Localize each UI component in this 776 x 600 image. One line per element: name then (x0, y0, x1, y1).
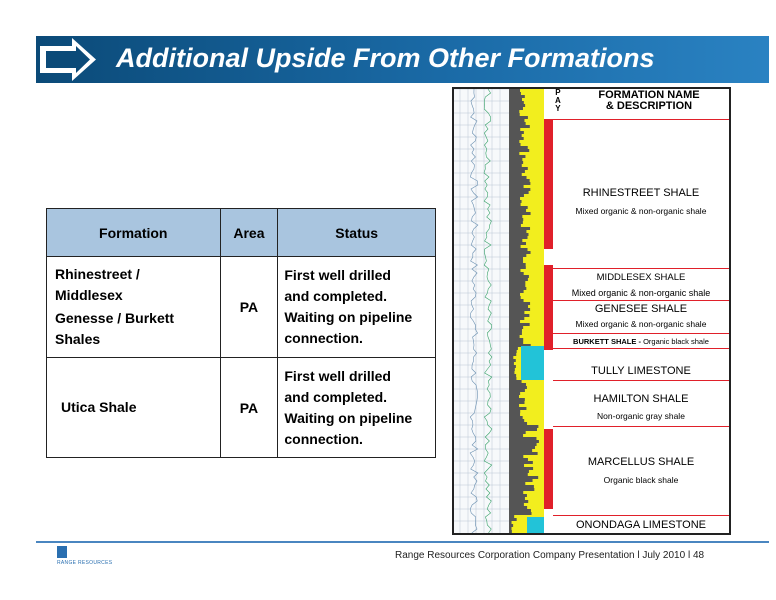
shale-fill (509, 302, 530, 305)
formation-line: Rhinestreet / (55, 266, 140, 282)
shale-fill (509, 413, 520, 416)
shale-fill (509, 308, 530, 311)
shale-fill (509, 278, 528, 281)
shale-fill (509, 374, 516, 377)
shale-fill (509, 134, 522, 137)
formation-line: Utica Shale (61, 399, 137, 415)
shale-fill (509, 263, 526, 266)
shale-fill (509, 326, 523, 329)
shale-fill (509, 227, 530, 230)
shale-fill (509, 152, 519, 155)
shale-fill (509, 485, 534, 488)
shale-fill (509, 455, 523, 458)
shale-fill (509, 353, 516, 356)
status-line: and completed. (284, 288, 388, 304)
shale-fill (509, 191, 529, 194)
shale-fill (509, 314, 529, 317)
shale-fill (509, 149, 529, 152)
shale-fill (509, 428, 537, 431)
shale-fill (509, 215, 522, 218)
shale-fill (509, 338, 523, 341)
logo-mark-icon (57, 546, 67, 558)
shale-fill (509, 200, 522, 203)
area-cell: PA (220, 358, 278, 458)
shale-fill (509, 197, 520, 200)
shale-fill (509, 203, 521, 206)
header-area: Area (220, 209, 278, 257)
shale-fill (509, 104, 525, 107)
shale-fill (509, 452, 538, 455)
formation-line: Genesse / Burkett (55, 310, 175, 326)
shale-fill (509, 524, 513, 527)
shale-fill (509, 236, 527, 239)
shale-fill (509, 176, 527, 179)
shale-fill (509, 140, 519, 143)
title-banner (36, 36, 769, 83)
formation-header-line: FORMATION NAME (598, 89, 700, 101)
shale-fill (509, 146, 528, 149)
shale-fill (509, 506, 527, 509)
formation-boundary (553, 348, 729, 349)
shale-fill (509, 131, 524, 134)
shale-fill (509, 434, 523, 437)
shale-fill (509, 527, 511, 530)
log-grid-track (454, 89, 509, 533)
shale-fill (509, 98, 522, 101)
logo-text: RANGE RESOURCES (57, 560, 113, 566)
status-line: and completed. (284, 388, 388, 405)
shale-fill (509, 482, 525, 485)
shale-fill (509, 143, 521, 146)
shale-fill (509, 395, 519, 398)
shale-fill (509, 212, 531, 215)
shale-fill (509, 107, 523, 110)
formation-desc: Mixed organic & non-organic shale (575, 206, 707, 216)
status-line: connection. (284, 430, 363, 447)
formation-name: HAMILTON SHALE (593, 393, 689, 405)
shale-fill (509, 392, 520, 395)
shale-fill (509, 122, 526, 125)
shale-fill (509, 170, 525, 173)
shale-fill (509, 449, 532, 452)
shale-fill (509, 284, 525, 287)
shale-fill (509, 401, 525, 404)
formation-desc: Organic black shale (643, 337, 709, 346)
shale-fill (509, 494, 527, 497)
shale-fill (509, 290, 524, 293)
shale-fill (509, 443, 537, 446)
shale-fill (509, 89, 520, 92)
formation-name: MIDDLESEX SHALE (596, 272, 686, 283)
shale-fill (509, 209, 526, 212)
table-row (47, 257, 436, 358)
shale-fill (509, 356, 513, 359)
shale-fill (509, 287, 526, 290)
formation-name: GENESEE SHALE (594, 303, 688, 315)
shale-fill (509, 446, 535, 449)
shale-fill (509, 266, 526, 269)
shale-fill (509, 179, 530, 182)
shale-fill (509, 377, 516, 380)
shale-fill (509, 509, 531, 512)
shale-fill (509, 251, 531, 254)
shale-fill (509, 296, 521, 299)
shale-fill (509, 245, 521, 248)
shale-fill (509, 389, 525, 392)
shale-fill (509, 305, 528, 308)
shale-fill (509, 437, 536, 440)
table-header-row (47, 209, 436, 257)
shale-fill (509, 410, 520, 413)
shale-fill (509, 173, 522, 176)
shale-fill (509, 320, 520, 323)
shale-fill (509, 155, 525, 158)
shale-fill (509, 185, 524, 188)
shale-fill (509, 359, 516, 362)
shale-fill (509, 467, 533, 470)
shale-fill (509, 503, 524, 506)
shale-fill (509, 128, 520, 131)
formation-boundary (553, 426, 729, 427)
formation-desc: Organic black shale (603, 475, 679, 485)
shale-fill (509, 365, 516, 368)
formation-name: MARCELLUS SHALE (587, 456, 695, 468)
formation-header (553, 89, 729, 121)
pay-letter: P (555, 88, 561, 97)
shale-fill (509, 461, 533, 464)
shale-fill (509, 116, 528, 119)
shale-fill (509, 269, 520, 272)
shale-fill (509, 167, 528, 170)
pay-interval (544, 265, 553, 350)
status-cell (278, 358, 436, 458)
status-line: First well drilled (284, 367, 391, 384)
arrow-icon (40, 38, 104, 81)
formation-name: ONONDAGA LIMESTONE (576, 519, 706, 531)
formation-desc: Non-organic gray shale (597, 411, 685, 421)
shale-fill (509, 260, 523, 263)
shale-fill (509, 347, 518, 350)
status-line: Waiting on pipeline (284, 309, 413, 325)
shale-fill (509, 257, 523, 260)
shale-fill (509, 521, 512, 524)
formation-description-track (553, 89, 729, 533)
shale-fill (509, 476, 538, 479)
shale-fill (509, 272, 524, 275)
shale-fill (509, 206, 528, 209)
shale-fill (509, 293, 520, 296)
formation-boundary (553, 268, 729, 269)
formation-cell (47, 257, 221, 358)
shale-fill (509, 275, 529, 278)
shale-fill (509, 425, 538, 428)
formation-boundary (553, 333, 729, 334)
formation-desc (553, 337, 729, 346)
shale-fill (509, 323, 530, 326)
formation-boundary (553, 300, 729, 301)
shale-fill (509, 431, 526, 434)
shale-fill (509, 500, 528, 503)
pay-track (544, 89, 553, 533)
company-logo (57, 546, 127, 568)
shale-fill (509, 404, 519, 407)
formation-desc: Mixed organic & non-organic shale (575, 319, 707, 329)
shale-fill (509, 137, 524, 140)
shale-fill (509, 224, 521, 227)
formation-name: BURKETT SHALE - (573, 337, 641, 346)
shale-fill (509, 299, 524, 302)
shale-fill (509, 416, 523, 419)
shale-fill (509, 380, 522, 383)
table-row (47, 358, 436, 458)
pay-letter: Y (555, 104, 561, 113)
shale-fill (509, 218, 523, 221)
shale-fill (509, 95, 525, 98)
formation-line: Shales (55, 331, 101, 347)
shale-fill (509, 473, 528, 476)
shale-fill (509, 332, 522, 335)
shale-fill (509, 341, 523, 344)
gamma-ray-track (509, 89, 544, 533)
shale-fill (509, 491, 523, 494)
formation-boundary (553, 119, 729, 120)
slide-title: Additional Upside From Other Formations (116, 43, 655, 73)
formation-line: Middlesex (55, 287, 123, 303)
formation-table (46, 208, 436, 458)
shale-fill (509, 233, 528, 236)
shale-fill (509, 470, 529, 473)
shale-fill (509, 110, 519, 113)
shale-fill (509, 530, 512, 533)
shale-fill (509, 281, 525, 284)
shale-fill (509, 458, 528, 461)
pay-interval (544, 119, 553, 249)
limestone-fill (521, 346, 544, 380)
status-line: connection. (284, 330, 363, 346)
footer-text: Range Resources Corporation Company Presentation l July 2010 l 48 (395, 550, 705, 561)
shale-fill (509, 479, 533, 482)
formation-boundary (553, 515, 729, 516)
shale-fill (509, 422, 527, 425)
shale-fill (509, 371, 514, 374)
formation-name: TULLY LIMESTONE (591, 365, 691, 377)
shale-fill (509, 254, 526, 257)
formation-header-line: & DESCRIPTION (605, 100, 693, 112)
shale-fill (509, 317, 524, 320)
pay-interval (544, 429, 553, 509)
shale-fill (509, 440, 539, 443)
status-line: First well drilled (284, 267, 391, 283)
shale-fill (509, 125, 530, 128)
shale-fill (509, 164, 522, 167)
shale-fill (509, 497, 525, 500)
area-cell: PA (220, 257, 278, 358)
shale-fill (509, 419, 524, 422)
shale-fill (509, 311, 524, 314)
formation-desc: Mixed organic & non-organic shale (571, 288, 711, 298)
shale-fill (509, 119, 524, 122)
shale-fill (509, 188, 530, 191)
well-log-panel (452, 87, 731, 535)
shale-fill (509, 362, 514, 365)
pay-letter: A (555, 96, 561, 105)
shale-fill (509, 158, 522, 161)
shale-fill (509, 161, 523, 164)
shale-fill (509, 335, 520, 338)
shale-fill (509, 386, 527, 389)
shale-fill (509, 407, 526, 410)
shale-fill (509, 329, 522, 332)
shale-fill (509, 194, 524, 197)
formation-cell (47, 358, 221, 458)
shale-fill (509, 512, 532, 515)
shale-fill (509, 488, 534, 491)
formation-boundary (553, 380, 729, 381)
shale-fill (509, 368, 515, 371)
shale-fill (509, 515, 514, 518)
shale-fill (509, 398, 525, 401)
shale-fill (509, 239, 522, 242)
formation-name: RHINESTREET SHALE (582, 187, 700, 199)
shale-fill (509, 101, 524, 104)
header-status: Status (278, 209, 436, 257)
limestone-fill (527, 517, 544, 533)
shale-fill (509, 221, 523, 224)
shale-fill (509, 518, 517, 521)
status-cell (278, 257, 436, 358)
header-formation: Formation (47, 209, 221, 257)
footer-rule (36, 541, 769, 543)
shale-fill (509, 230, 526, 233)
shale-fill (509, 248, 528, 251)
shale-fill (509, 464, 524, 467)
shale-fill (509, 182, 530, 185)
shale-fill (509, 113, 520, 116)
shale-fill (509, 242, 526, 245)
status-line: Waiting on pipeline (284, 409, 413, 426)
shale-fill (509, 383, 526, 386)
shale-fill (509, 92, 521, 95)
shale-fill (509, 350, 517, 353)
